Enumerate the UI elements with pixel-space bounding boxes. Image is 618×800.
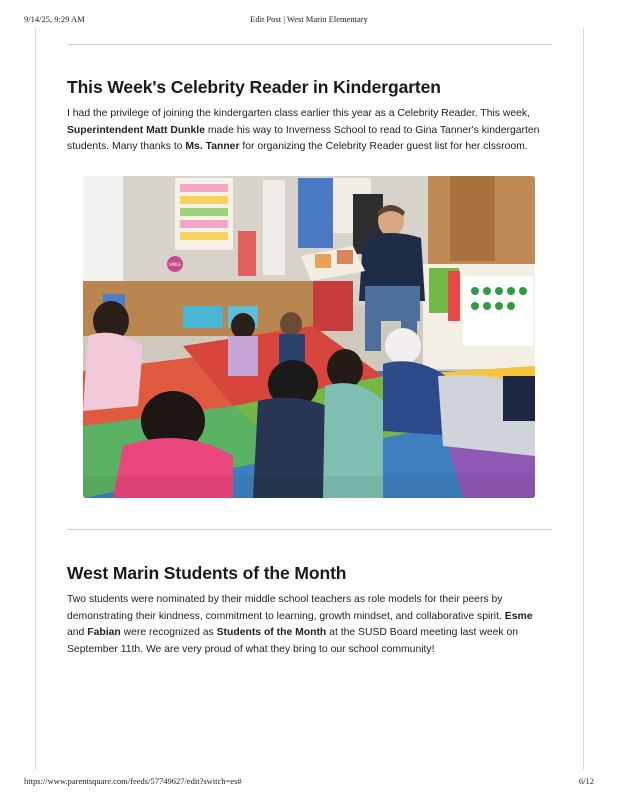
superintendent-name: Superintendent Matt Dunkle (67, 124, 205, 136)
text-run: were recognized as (120, 627, 217, 638)
celebrity-reader-paragraph (67, 106, 552, 156)
classroom-photo (83, 176, 535, 498)
print-url: https://www.parentsquare.com/feeds/57749627/edit?switch=es# (24, 776, 242, 786)
photo-classroom-icon (83, 176, 535, 498)
student-name-fabian: Fabian (87, 627, 121, 638)
text-run: for organizing the Celebrity Reader guest list for her clssroom. (239, 141, 528, 152)
text-run: I had the privilege of joining the kindergarten class earlier this year as a Celebrity Reader. This week, (67, 108, 531, 119)
print-datetime: 9/14/25, 9:29 AM (24, 14, 85, 24)
print-page-number: 6/12 (578, 776, 594, 786)
print-title: Edit Post | West Marin Elementary (250, 14, 368, 24)
students-of-month-paragraph (67, 592, 552, 658)
award-name: Students of the Month (216, 627, 327, 638)
celebrity-reader-section (67, 77, 552, 156)
students-of-month-section (67, 563, 552, 658)
page-right-border (583, 28, 584, 770)
divider-top (67, 44, 552, 45)
text-run: and (67, 627, 88, 638)
student-name-esme: Esme (504, 610, 533, 622)
celebrity-reader-heading: This Week's Celebrity Reader in Kindergarten (67, 77, 441, 97)
divider-middle (67, 529, 552, 530)
wall-sign: SMILE (169, 262, 181, 267)
students-of-month-heading: West Marin Students of the Month (67, 563, 347, 583)
text-run: Two students were nominated by their middle school teachers as role models for their peers by demonstrating their kindness, commitment to learning, growth mindset, and collaborative spirit. (67, 594, 505, 622)
text-run: at the SUSD Board meeting last week on September 11th. We are very proud of what they bring to our school community! (67, 627, 519, 655)
teacher-name: Ms. Tanner (185, 141, 240, 152)
text-run: made his way to Inverness School to read to Gina Tanner's kindergarten students. Many thanks to (67, 124, 540, 152)
page-left-border (35, 28, 36, 770)
